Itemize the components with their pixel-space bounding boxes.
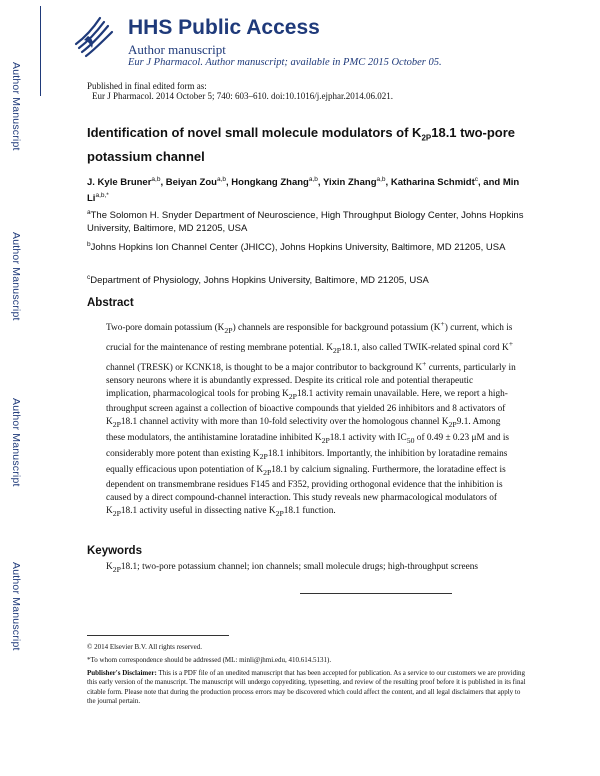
author-name: Yixin Zhang xyxy=(323,177,377,189)
pmc-citation: Eur J Pharmacol. Author manuscript; available in PMC 2015 October 05. xyxy=(128,57,442,68)
footnote-rule xyxy=(87,635,229,636)
header-divider xyxy=(40,6,41,96)
author-manuscript-label: Author Manuscript xyxy=(10,232,22,321)
author-manuscript-label: Author Manuscript xyxy=(10,398,22,487)
keywords-heading: Keywords xyxy=(87,545,142,557)
published-label: Published in final edited form as: xyxy=(87,81,207,91)
author-list: J. Kyle Bruner$^{a,b}$, Beiyan Zou$^{a,b}$, Hongkang Zhang$^{a,b}$, Yixin Zhang$^{a,b}$, Katharina Schmidt$^c$, and Min $Li^{a,b,*}$ xyxy=(87,176,520,205)
keywords-rule xyxy=(300,593,452,594)
affiliation: $^b$Johns Hopkins Ion Channel Center (JHICC), Johns Hopkins University, Baltimore, MD 21205, USA xyxy=(87,241,506,254)
author-name: Beiyan Zou xyxy=(165,177,217,189)
correspondence-note: *To whom correspondence should be addressed (ML: minli@jhmi.edu, 410.614.5131). xyxy=(87,656,332,664)
affiliation: $^c$Department of Physiology, Johns Hopkins University, Baltimore, MD 21205, USA xyxy=(87,274,429,287)
hhs-public-access-title: HHS Public Access xyxy=(128,16,320,39)
article-title: Identification of novel small molecule modulators of $K_{2P}18.1$ two-pore potassium channel xyxy=(87,125,516,164)
author-name: Katharina Schmidt xyxy=(390,177,475,189)
author-manuscript-label: Author Manuscript xyxy=(10,62,22,151)
author-manuscript-subtitle: Author manuscript xyxy=(128,42,226,57)
abstract-heading: Abstract xyxy=(87,297,134,309)
copyright-note: © 2014 Elsevier B.V. All rights reserved. xyxy=(87,643,203,651)
abstract-text: Two-pore domain potassium $(K_{2P})$ channels are responsible for background potassium (K+) current, which is crucial for the maintenance of resting membrane potential. $K_{2P}18.1$, also called TWIK-related spinal cord K+ channel (TRESK) or KCNK18, is thought to be a major contributor to background K+ currents, particularly in sensory neurons where it is abundantly expressed. Despite its critical role and potential therapeutic implication, pharmacological tools for probing $K_{2P}18.1$ activity remain unavailable. Here, we report a high-throughput screen against a collection of bioactive compounds that yielded 26 inhibitors and 8 activators of $K_{2P}18.1$ channel activity with more than 10-fold selectivity over the homologous channel $K_{2P}9.1$. Among these modulators, the antihistamine loratadine inhibited $K_{2P}18.1$ activity with $IC_{50}$ of 0.49 ± 0.23 μM and is considerably more potent than existing $K_{2P}18.1$ inhibitors. Importantly, the inhibition by loratadine remains equally efficacious upon potentiation of $K_{2P}18.1$ by calcium signaling. Furthermore, the loratadine effect is dependent on transmembrane residues F145 and F352, providing orthogonal evidence that the inhibition is caused by a direct compound-channel interaction. This study reveals new pharmacological modulators of $K_{2P}18.1$ activity useful in dissecting native $K_{2P}18.1$ function. xyxy=(106,319,516,519)
affiliation: $^a$The Solomon H. Snyder Department of Neuroscience, High Throughput Biology Center, Johns Hopkins University, Baltimore, MD 21205, USA xyxy=(87,209,524,235)
keywords-text: $K_{2P}18.1$; two-pore potassium channel; ion channels; small molecule drugs; high-throughput screens xyxy=(106,562,478,574)
publisher-disclaimer: Publisher's Disclaimer: This is a PDF file of an unedited manuscript that has been accepted for publication. As a service to our customers we are providing this early version of the manuscript. The manuscript will undergo copyediting, typesetting, and review of the resulting proof before it is published in its final citable form. Please note that during the production process errors may be discovered which could affect the content, and all legal disclaimers that apply to the journal pertain. xyxy=(87,669,526,705)
hhs-eagle-logo-icon xyxy=(70,14,116,60)
publication-citation: Eur J Pharmacol. 2014 October 5; 740: 603–610. doi:10.1016/j.ejphar.2014.06.021. xyxy=(92,91,393,101)
author-name: Min Li xyxy=(87,177,520,205)
author-manuscript-label: Author Manuscript xyxy=(10,562,22,651)
author-name: Hongkang Zhang xyxy=(231,177,309,189)
author-name: J. Kyle Bruner xyxy=(87,177,152,189)
